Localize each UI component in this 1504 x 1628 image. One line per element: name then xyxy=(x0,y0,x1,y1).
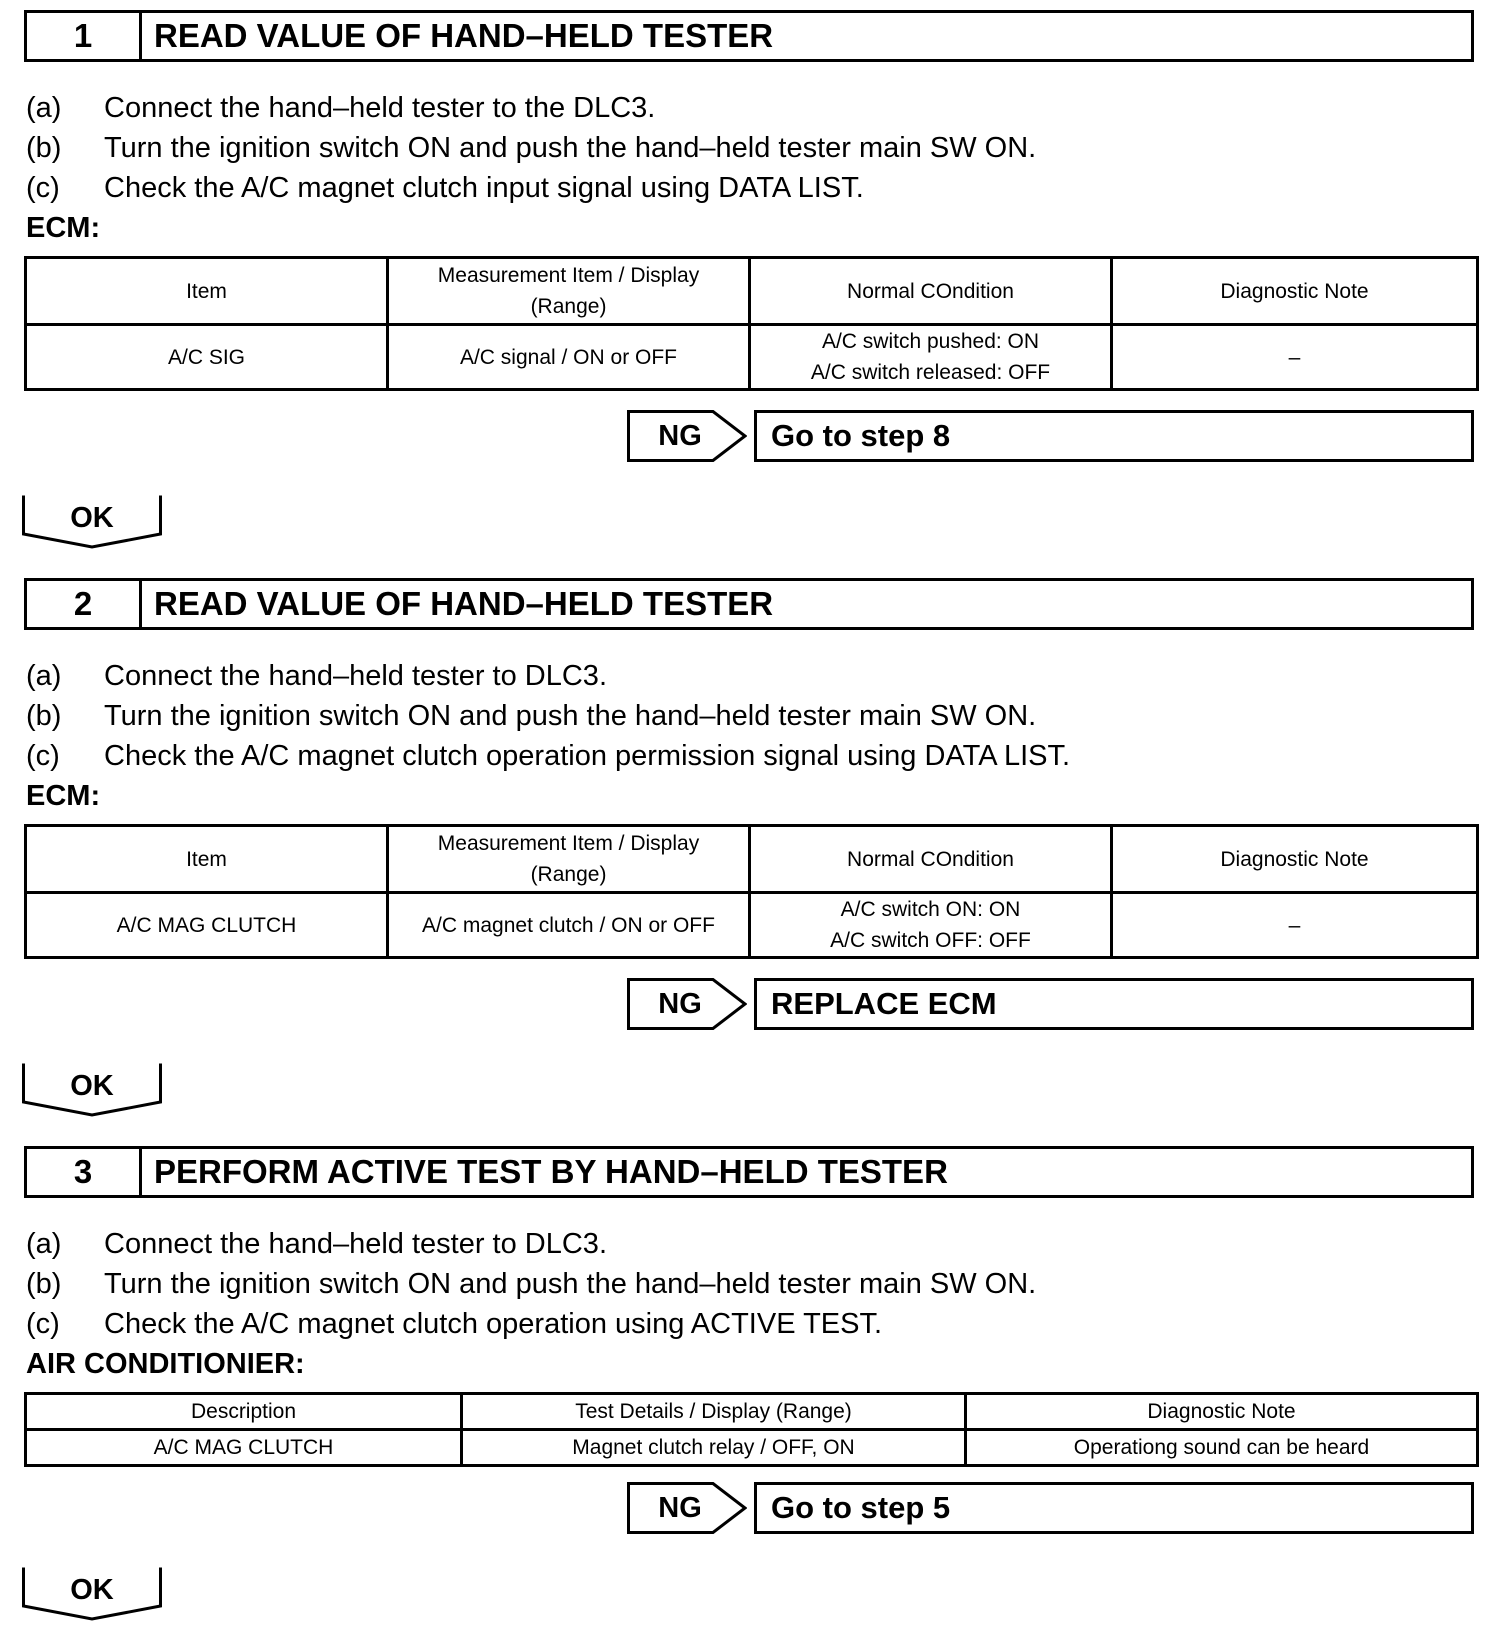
table-header-row xyxy=(26,258,1478,325)
instruction-a xyxy=(26,1224,607,1264)
section-label: ECM: xyxy=(26,212,101,244)
instruction-label: (a) xyxy=(26,1227,62,1260)
instruction-b xyxy=(26,696,1036,736)
instruction-label: (c) xyxy=(26,1307,60,1340)
step-number: 2 xyxy=(27,581,142,627)
ok-arrow xyxy=(22,1062,162,1118)
instruction-text: Connect the hand–held tester to the DLC3. xyxy=(104,91,656,124)
instruction-label: (a) xyxy=(26,91,62,124)
table-cell: – xyxy=(1112,325,1478,390)
ok-label: OK xyxy=(70,1069,114,1102)
ng-arrow xyxy=(627,978,747,1030)
header-cell: Measurement Item / Display (Range) xyxy=(388,826,750,893)
table-row xyxy=(26,325,1478,390)
ng-arrow xyxy=(627,1482,747,1534)
instruction-label: (b) xyxy=(26,699,62,732)
step-1-header xyxy=(24,10,1474,62)
instruction-label: (b) xyxy=(26,1267,62,1300)
header-cell: Item xyxy=(26,258,388,325)
ng-result: REPLACE ECM xyxy=(754,978,1474,1030)
header-cell: Test Details / Display (Range) xyxy=(462,1394,966,1430)
ng-result: Go to step 5 xyxy=(754,1482,1474,1534)
instruction-text: Connect the hand–held tester to DLC3. xyxy=(104,659,607,692)
active-test-table xyxy=(24,1392,1479,1467)
ok-arrow xyxy=(22,1566,162,1622)
data-list-table xyxy=(24,256,1479,391)
table-cell: Operationg sound can be heard xyxy=(966,1430,1478,1466)
ok-label: OK xyxy=(70,501,114,534)
table-cell: A/C signal / ON or OFF xyxy=(388,325,750,390)
step-title: READ VALUE OF HAND–HELD TESTER xyxy=(154,585,774,622)
instruction-text: Check the A/C magnet clutch input signal using DATA LIST. xyxy=(104,171,864,204)
table-cell: A/C SIG xyxy=(26,325,388,390)
section-label: AIR CONDITIONIER: xyxy=(26,1348,305,1380)
step-number: 1 xyxy=(27,13,142,59)
header-cell: Diagnostic Note xyxy=(966,1394,1478,1430)
header-cell: Measurement Item / Display (Range) xyxy=(388,258,750,325)
instruction-a xyxy=(26,88,655,128)
header-cell: Description xyxy=(26,1394,462,1430)
instruction-label: (c) xyxy=(26,739,60,772)
instruction-text: Connect the hand–held tester to DLC3. xyxy=(104,1227,607,1260)
table-header-row xyxy=(26,826,1478,893)
instruction-text: Check the A/C magnet clutch operation using ACTIVE TEST. xyxy=(104,1307,883,1340)
instruction-text: Turn the ignition switch ON and push the hand–held tester main SW ON. xyxy=(104,131,1037,164)
step-2-header xyxy=(24,578,1474,630)
table-cell: A/C switch pushed: ON A/C switch released: OFF xyxy=(750,325,1112,390)
instruction-text: Turn the ignition switch ON and push the hand–held tester main SW ON. xyxy=(104,1267,1037,1300)
table-row xyxy=(26,893,1478,958)
instruction-a xyxy=(26,656,607,696)
table-header-row xyxy=(26,1394,1478,1430)
header-cell: Diagnostic Note xyxy=(1112,258,1478,325)
ok-label: OK xyxy=(70,1573,114,1606)
step-title: READ VALUE OF HAND–HELD TESTER xyxy=(154,17,774,54)
header-cell: Item xyxy=(26,826,388,893)
instruction-text: Turn the ignition switch ON and push the hand–held tester main SW ON. xyxy=(104,699,1037,732)
table-cell: A/C switch ON: ON A/C switch OFF: OFF xyxy=(750,893,1112,958)
data-list-table xyxy=(24,824,1479,959)
step-number: 3 xyxy=(27,1149,142,1195)
header-cell: Normal COndition xyxy=(750,258,1112,325)
table-row xyxy=(26,1430,1478,1466)
ng-result: Go to step 8 xyxy=(754,410,1474,462)
header-cell: Normal COndition xyxy=(750,826,1112,893)
instruction-b xyxy=(26,1264,1036,1304)
ng-label: NG xyxy=(658,1491,702,1524)
ng-arrow xyxy=(627,410,747,462)
table-cell: – xyxy=(1112,893,1478,958)
section-label: ECM: xyxy=(26,780,101,812)
step-3-header xyxy=(24,1146,1474,1198)
table-cell: A/C magnet clutch / ON or OFF xyxy=(388,893,750,958)
ng-label: NG xyxy=(658,987,702,1020)
step-title: PERFORM ACTIVE TEST BY HAND–HELD TESTER xyxy=(154,1153,948,1190)
table-cell: A/C MAG CLUTCH xyxy=(26,893,388,958)
instruction-label: (a) xyxy=(26,659,62,692)
instruction-text: Check the A/C magnet clutch operation permission signal using DATA LIST. xyxy=(104,739,1071,772)
instruction-label: (c) xyxy=(26,171,60,204)
ok-arrow xyxy=(22,494,162,550)
instruction-c xyxy=(26,736,1070,776)
instruction-c xyxy=(26,1304,882,1344)
instruction-b xyxy=(26,128,1036,168)
instruction-c xyxy=(26,168,864,208)
ng-label: NG xyxy=(658,419,702,452)
table-cell: A/C MAG CLUTCH xyxy=(26,1430,462,1466)
header-cell: Diagnostic Note xyxy=(1112,826,1478,893)
instruction-label: (b) xyxy=(26,131,62,164)
table-cell: Magnet clutch relay / OFF, ON xyxy=(462,1430,966,1466)
